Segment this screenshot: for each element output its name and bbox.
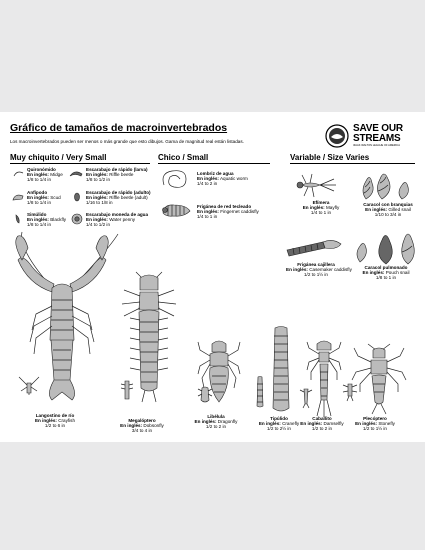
label-cranefly: Tipúlido En inglés: Cranefly 1/2 to 2½ in [258, 416, 300, 432]
save-our-streams-logo [325, 122, 420, 150]
label-stonefly: Plecóptero En inglés: Stonefly 1/2 to 1½ in [355, 416, 395, 432]
cranefly-small-illustration [255, 376, 265, 408]
izaak-walton-emblem-icon [325, 124, 349, 148]
label-riffle-beetle-adult: Escarabajo de rápido (adulto) En inglés: Riffle beetle (adult) 1/16 to 1/8 in [86, 190, 151, 206]
label-scud: Anfípodo En inglés: Scud 1/8 to 1/4 in [27, 190, 61, 206]
dragonfly-small-illustration [198, 386, 212, 404]
aquatic-worm-illustration [160, 165, 192, 193]
size-chart-sheet [0, 112, 425, 442]
riffle-beetle-larva-illustration [69, 170, 83, 178]
label-midge: Quironómido En inglés: Midge 1/8 to 1/4 in [27, 167, 63, 183]
label-riffle-beetle-larva: Escarabajo de rápido (larva) En inglés: Riffle beetle 1/8 to 1/2 in [86, 167, 148, 183]
label-fingernet-caddisfly: Frigánea de red tecleado En inglés: Fingernet caddisfly 1/4 to 1 in [197, 204, 259, 220]
label-mayfly: Efímera En inglés: Mayfly 1/4 to 1 in [302, 200, 340, 216]
casemaker-caddisfly-illustration [285, 236, 343, 262]
section-variable: Variable / Size Varies [290, 153, 415, 164]
dobsonfly-small-illustration [120, 380, 134, 400]
scud-illustration [12, 193, 24, 201]
fingernet-caddisfly-illustration [160, 201, 192, 221]
gilled-snail-illustration [358, 169, 418, 201]
label-blackfly: Simúlido En inglés: Blackfly 1/8 to 1/4 in [27, 212, 67, 228]
damselfly-small-illustration [300, 388, 312, 408]
section-very-small: Muy chiquito / Very Small [10, 153, 150, 164]
page-title: Gráfico de tamaños de macroinvertebrados [10, 122, 228, 134]
logo-wordmark: SAVE OUR STREAMS [353, 123, 403, 144]
mayfly-illustration [290, 171, 340, 199]
crayfish-small-illustration [17, 375, 41, 397]
label-crayfish: Langostino de río En inglés: Crayfish 1/2 to 6 in [34, 413, 76, 429]
label-dragonfly: Libélula En inglés: Dragonfly 1/2 to 2 in [194, 414, 238, 430]
blackfly-illustration [13, 214, 23, 224]
stonefly-illustration [350, 344, 408, 414]
logo-tagline: IZAAK WALTON LEAGUE OF AMERICA [353, 144, 400, 147]
cranefly-illustration [270, 326, 292, 414]
label-aquatic-worm: Lombriz de agua En inglés: Aquatic worm 1/4 to 2 in [197, 171, 248, 187]
midge-illustration [13, 170, 25, 178]
page-subtitle: Los macroinvertebrados pueden ser menos o más grande que esto dibujos. Gama de magnitud real están listadas. [10, 139, 244, 144]
pouch-snail-illustration [352, 226, 418, 266]
section-small: Chico / Small [158, 153, 270, 164]
water-penny-illustration [71, 213, 83, 225]
label-dobsonfly: Megalóptero En inglés: Dobsonfly 3/4 to 4 in [120, 418, 164, 434]
label-damselfly: Caballito En inglés: Damselfly 1/2 to 2 in [300, 416, 344, 432]
label-pouch-snail: Caracol pulmonado En inglés: Pouch snail 1/8 to 1 in [362, 265, 410, 281]
label-casemaker-caddisfly: Frigánea cajillera En inglés: Casemaker caddisfly 1/2 to 1½ in [286, 262, 352, 278]
label-water-penny: Escarabajo moneda de agua En inglés: Water penny 1/4 to 1/2 in [86, 212, 149, 228]
riffle-beetle-adult-illustration [73, 192, 81, 202]
label-gilled-snail: Caracol con branquias En inglés: Gilled snail 1/10 to 3/4 in [363, 202, 413, 218]
stonefly-small-illustration [342, 382, 358, 402]
